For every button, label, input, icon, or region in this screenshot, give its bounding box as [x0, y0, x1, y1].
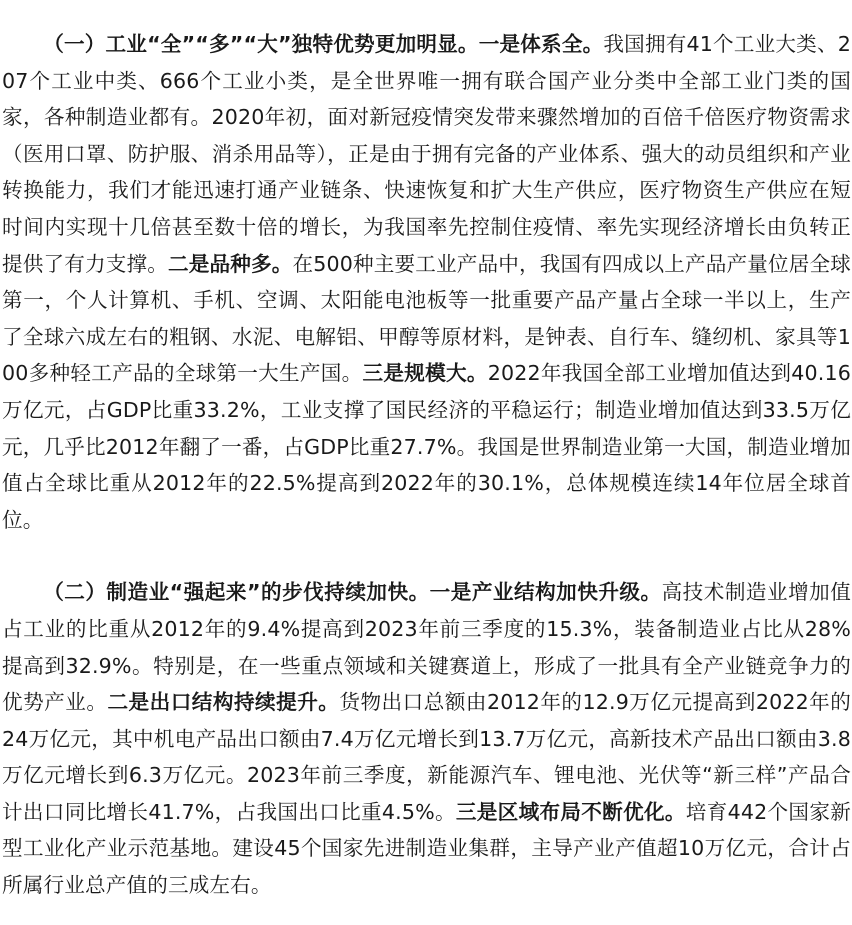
body-text: 我国拥有41个工业大类、207个工业中类、666个工业小类，是全世界唯一拥有联合国产业分类中全部工业门类的国家，各种制造业都有。2020年初，面对新冠疫情突发带来骤然增加的百倍千倍医疗物资需求（医用口罩、防护服、消杀用品等），正是由于拥有完备的产业体系、强大的动员组织和产业转换能力，我们才能迅速打通产业链条、快速恢复和扩大生产供应，医疗物资生产供应在短时间内实现十几倍甚至数十倍的增长，为我国率先控制住疫情、率先实现经济增长由负转正提供了有力支撑。 [2, 32, 851, 276]
body-text: 高技术制造业增加值占工业的比重从2012年的9.4%提高到2023年前三季度的15.3%，装备制造业占比从28%提高到32.9%。特别是，在一些重点领域和关键赛道上，形成了一批具有全产业链竞争力的优势产业。 [2, 580, 851, 715]
body-text: 货物出口总额由2012年的12.9万亿元提高到2022年的24万亿元，其中机电产品出口额由7.4万亿元增长到13.7万亿元，高新技术产品出口额由3.8万亿元增长到6.3万亿元。2023年前三季度，新能源汽车、锂电池、光伏等“新三样”产品合计出口同比增长41.7%，占我国出口比重4.5%。 [2, 690, 852, 824]
subheading-variety: 二是品种多。 [168, 251, 293, 276]
body-text: 培育442个国家新型工业化产业示范基地。建设45个国家先进制造业集群，主导产业产值超10万亿元，合计占所属行业总产值的三成左右。 [2, 799, 851, 898]
subheading-regional-layout: 三是区域布局不断优化。 [455, 799, 686, 824]
paragraph-manufacturing-strength [2, 574, 851, 903]
paragraph-industry-advantages [2, 26, 851, 538]
heading-manufacturing-strength: （二）制造业“强起来”的步伐持续加快。一是产业结构加快升级。 [43, 580, 662, 605]
body-text: 2022年我国全部工业增加值达到40.16万亿元，占GDP比重33.2%，工业支撑了国民经济的平稳运行；制造业增加值达到33.5万亿元，几乎比2012年翻了一番，占GDP比重27.7%。我国是世界制造业第一大国，制造业增加值占全球比重从2012年的22.5%提高到2022年的30.1%，总体规模连续14年位居全球首位。 [2, 361, 852, 532]
heading-industry-advantages: （一）工业“全”“多”“大”独特优势更加明显。一是体系全。 [43, 32, 604, 56]
subheading-export-structure: 二是出口结构持续提升。 [107, 690, 340, 715]
body-text: 在500种主要工业产品中，我国有四成以上产品产量位居全球第一，个人计算机、手机、空调、太阳能电池板等一批重要产品产量占全球一半以上，生产了全球六成左右的粗钢、水泥、电解铝、甲醇等原材料，是钟表、自行车、缝纫机、家具等100多种轻工产品的全球第一大生产国。 [2, 251, 851, 386]
subheading-scale: 三是规模大。 [362, 361, 488, 386]
